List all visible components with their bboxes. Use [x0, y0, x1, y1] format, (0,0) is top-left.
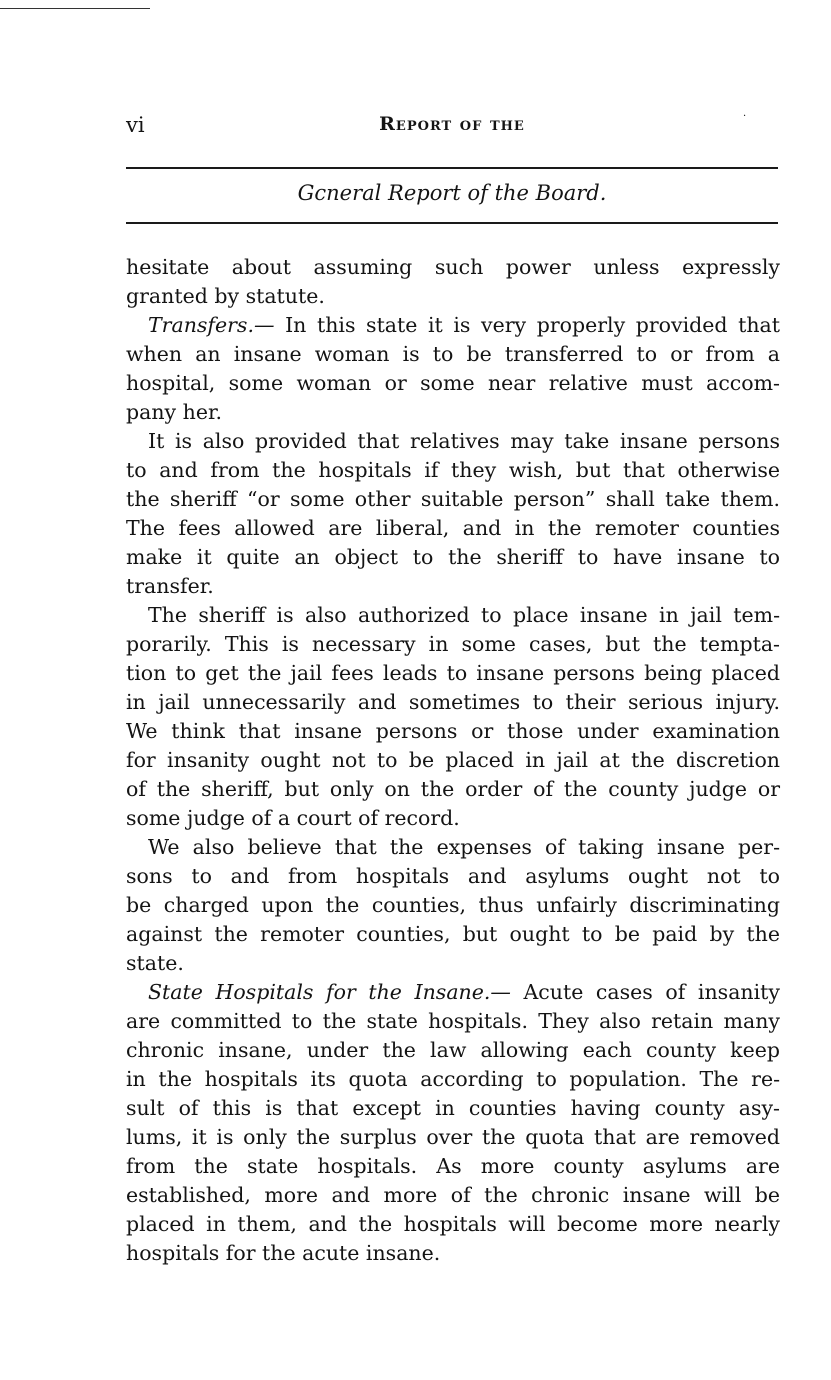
run-in-heading-transfers: Transfers.—	[148, 313, 275, 337]
text-line: The sheriff is also authorized to place insane in jail tem-	[148, 603, 780, 627]
text-line: be charged upon the counties, thus unfairly discriminating	[126, 893, 780, 917]
text-line: in jail unnecessarily and sometimes to their serious injury.	[126, 690, 780, 714]
text-line: sult of this is that except in counties having county asy-	[126, 1096, 780, 1120]
text-line: We also believe that the expenses of taking insane per-	[148, 835, 780, 859]
text-line: established, more and more of the chronic insane will be	[126, 1183, 780, 1207]
text-line: lums, it is only the surplus over the quota that are removed	[126, 1125, 780, 1149]
text-line: when an insane woman is to be transferred to or from a	[126, 342, 780, 366]
text-line	[126, 311, 780, 340]
text-line: for insanity ought not to be placed in jail at the discretion	[126, 748, 780, 772]
text-line: from the state hospitals. As more county asylums are	[126, 1154, 780, 1178]
text-run: Acute cases of insanity	[510, 980, 780, 1004]
text-line: of the sheriff, but only on the order of the county judge or	[126, 777, 780, 801]
text-run: In this state it is very properly provided that	[274, 313, 780, 337]
text-line: chronic insane, under the law allowing each county keep	[126, 1038, 780, 1062]
text-line: transfer.	[126, 574, 214, 598]
text-line: state.	[126, 951, 184, 975]
top-edge-rule	[0, 8, 150, 9]
text-line: pany her.	[126, 400, 223, 424]
text-line: some judge of a court of record.	[126, 806, 460, 830]
text-line: are committed to the state hospitals. They also retain many	[126, 1009, 780, 1033]
text-line: hospital, some woman or some near relative must accom-	[126, 371, 780, 395]
running-title: Report of the	[379, 113, 525, 135]
header-rule-bottom	[126, 222, 778, 224]
text-line: It is also provided that relatives may take insane persons	[148, 429, 780, 453]
print-speck: ·	[743, 111, 747, 122]
run-in-heading-state-hospitals: State Hospitals for the Insane.—	[148, 980, 511, 1004]
text-line: to and from the hospitals if they wish, but that otherwise	[126, 458, 780, 482]
text-line: We think that insane persons or those under examination	[126, 719, 780, 743]
body-text	[126, 253, 780, 1268]
page-header	[126, 113, 778, 143]
text-line: hesitate about assuming such power unless expressly	[126, 255, 780, 279]
section-title: Gcneral Report of the Board.	[297, 181, 607, 205]
text-line: sons to and from hospitals and asylums ought not to	[126, 864, 780, 888]
text-line: placed in them, and the hospitals will become more nearly	[126, 1212, 780, 1236]
text-line: tion to get the jail fees leads to insane persons being placed	[126, 661, 780, 685]
text-line: porarily. This is necessary in some cases, but the tempta-	[126, 632, 780, 656]
header-rule-top	[126, 167, 778, 169]
text-line: the sheriff “or some other suitable person” shall take them.	[126, 487, 780, 511]
page-number: vi	[126, 113, 145, 137]
text-line: granted by statute.	[126, 284, 325, 308]
text-line: hospitals for the acute insane.	[126, 1241, 441, 1265]
text-line: The fees allowed are liberal, and in the remoter counties	[126, 516, 780, 540]
text-line: against the remoter counties, but ought to be paid by the	[126, 922, 780, 946]
text-line: in the hospitals its quota according to population. The re-	[126, 1067, 780, 1091]
text-line: make it quite an object to the sheriff to have insane to	[126, 545, 780, 569]
text-line	[126, 978, 780, 1007]
